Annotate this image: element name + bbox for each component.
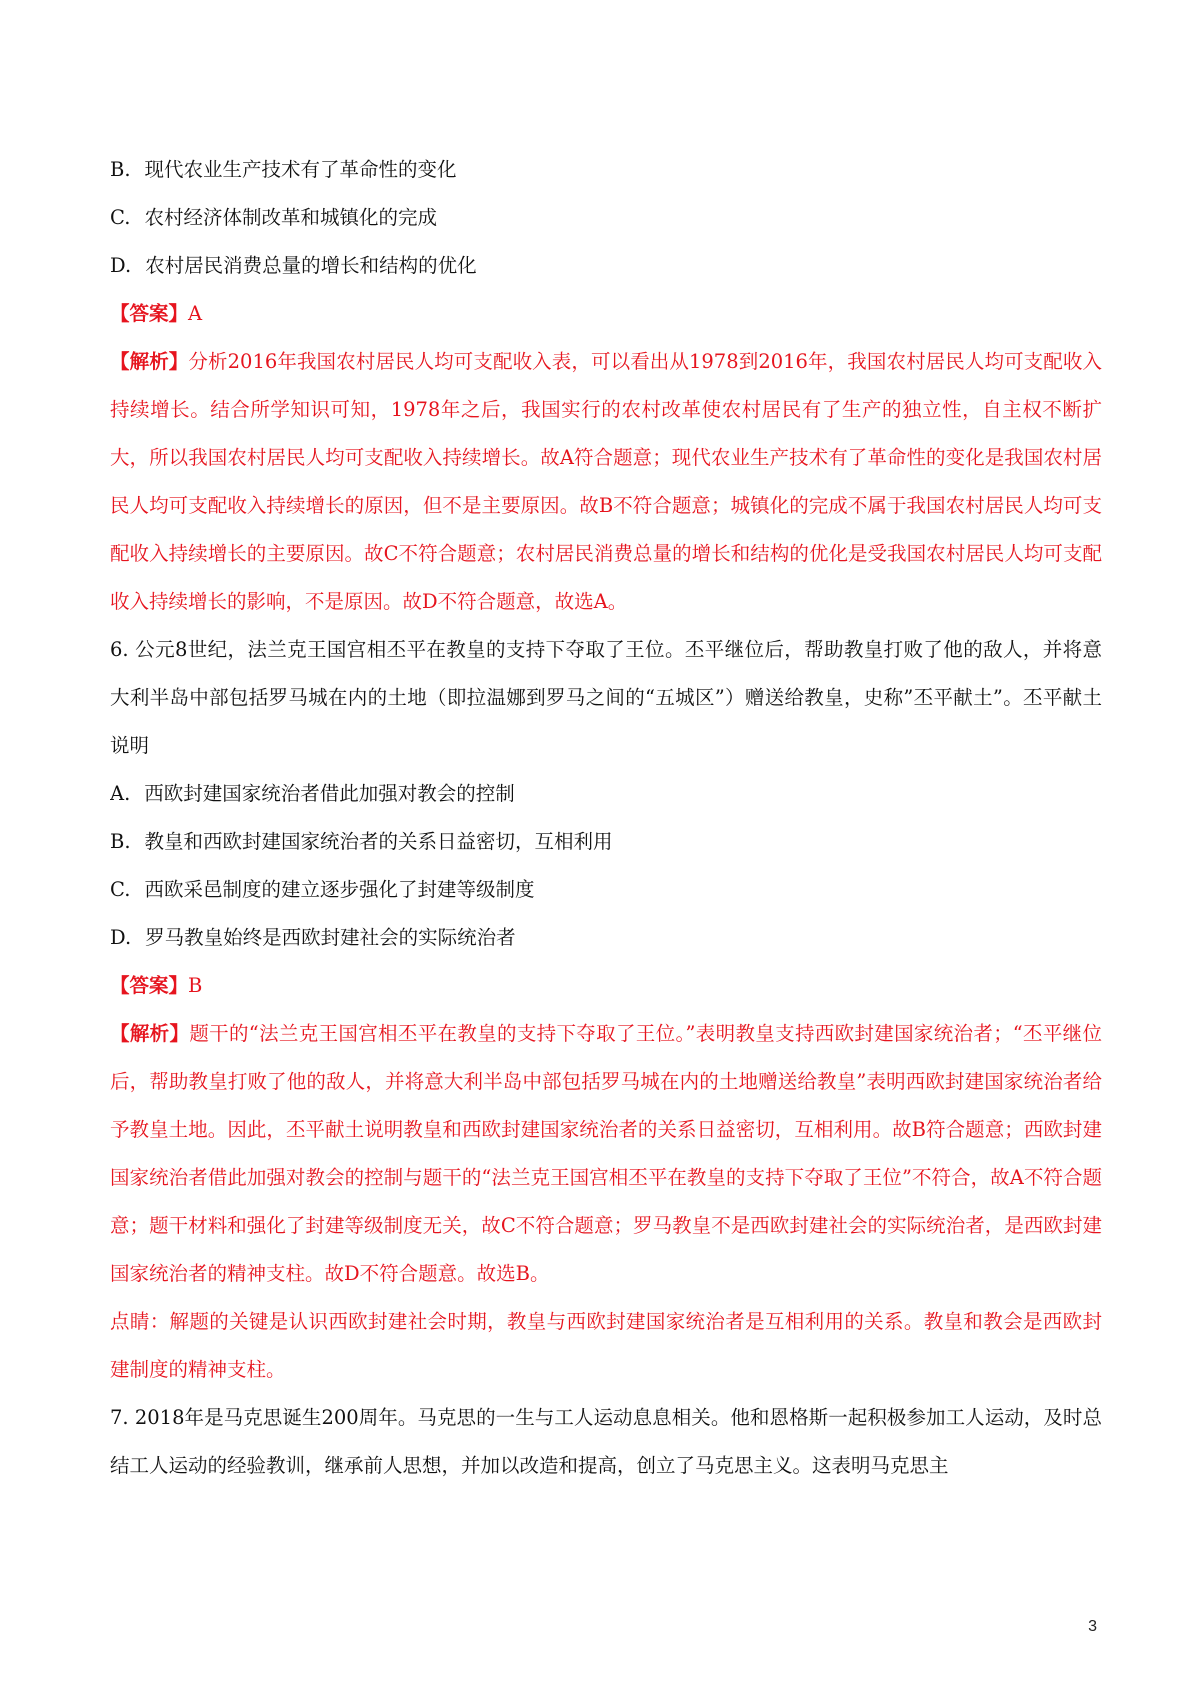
answer-value: B xyxy=(188,974,203,997)
answer-tag: 【答案】 xyxy=(110,302,189,325)
q6-stem: 6. 公元8世纪，法兰克王国宫相丕平在教皇的支持下夺取了王位。丕平继位后，帮助教皇打败了他的敌人，并将意大利半岛中部包括罗马城在内的土地（即拉温娜到罗马之间的“五城区”）赠送给教皇，史称”丕平献土”。丕平献土说明 xyxy=(110,638,1102,757)
q6-option-b xyxy=(110,818,1102,866)
option-letter: D. xyxy=(110,254,132,277)
option-letter: C. xyxy=(110,206,131,229)
option-letter: B. xyxy=(110,830,131,853)
q6-option-d xyxy=(110,914,1102,962)
q5-analysis xyxy=(110,338,1102,626)
q5-answer xyxy=(110,290,1102,338)
analysis-tag: 【解析】 xyxy=(110,350,189,373)
q6-answer xyxy=(110,962,1102,1010)
q5-option-d xyxy=(110,242,1102,290)
option-letter: C. xyxy=(110,878,131,901)
option-text: 西欧采邑制度的建立逐步强化了封建等级制度 xyxy=(144,878,535,901)
q7-stem: 7. 2018年是马克思诞生200周年。马克思的一生与工人运动息息相关。他和恩格斯一起积极参加工人运动，及时总结工人运动的经验教训，继承前人思想，并加以改造和提高，创立了马克思主义。这表明马克思主 xyxy=(110,1406,1102,1477)
option-letter: A. xyxy=(110,782,131,805)
q5-option-b xyxy=(110,146,1102,194)
option-text: 农村经济体制改革和城镇化的完成 xyxy=(144,206,437,229)
answer-tag: 【答案】 xyxy=(110,974,189,997)
option-letter: B. xyxy=(110,158,131,181)
q6-tip: 点睛：解题的关键是认识西欧封建社会时期，教皇与西欧封建国家统治者是互相利用的关系。教皇和教会是西欧封建制度的精神支柱。 xyxy=(110,1310,1102,1381)
page-content xyxy=(110,146,1102,1490)
option-text: 西欧封建国家统治者借此加强对教会的控制 xyxy=(144,782,515,805)
q6-option-a xyxy=(110,770,1102,818)
q6-analysis xyxy=(110,1010,1102,1298)
option-text: 现代农业生产技术有了革命性的变化 xyxy=(144,158,457,181)
option-text: 教皇和西欧封建国家统治者的关系日益密切，互相利用 xyxy=(144,830,613,853)
option-text: 罗马教皇始终是西欧封建社会的实际统治者 xyxy=(145,926,516,949)
option-text: 农村居民消费总量的增长和结构的优化 xyxy=(145,254,477,277)
page-number: 3 xyxy=(1088,1618,1097,1635)
analysis-text: 题干的“法兰克王国宫相丕平在教皇的支持下夺取了王位。”表明教皇支持西欧封建国家统治者；“丕平继位后，帮助教皇打败了他的敌人，并将意大利半岛中部包括罗马城在内的土地赠送给教皇”表明西欧封建国家统治者给予教皇土地。因此，丕平献土说明教皇和西欧封建国家统治者的关系日益密切，互相利用。故B符合题意；西欧封建国家统治者借此加强对教会的控制与题干的“法兰克王国宫相丕平在教皇的支持下夺取了王位”不符合，故A不符合题意；题干材料和强化了封建等级制度无关，故C不符合题意；罗马教皇不是西欧封建社会的实际统治者，是西欧封建国家统治者的精神支柱。故D不符合题意。故选B。 xyxy=(110,1022,1102,1285)
q5-option-c xyxy=(110,194,1102,242)
answer-value: A xyxy=(188,302,203,325)
option-letter: D. xyxy=(110,926,132,949)
analysis-tag: 【解析】 xyxy=(110,1022,190,1045)
q6-option-c xyxy=(110,866,1102,914)
analysis-text: 分析2016年我国农村居民人均可支配收入表，可以看出从1978到2016年，我国农村居民人均可支配收入持续增长。结合所学知识可知，1978年之后，我国实行的农村改革使农村居民有了生产的独立性，自主权不断扩大，所以我国农村居民人均可支配收入持续增长。故A符合题意；现代农业生产技术有了革命性的变化是我国农村居民人均可支配收入持续增长的原因，但不是主要原因。故B不符合题意；城镇化的完成不属于我国农村居民人均可支配收入持续增长的主要原因。故C不符合题意；农村居民消费总量的增长和结构的优化是受我国农村居民人均可支配收入持续增长的影响，不是原因。故D不符合题意，故选A。 xyxy=(110,350,1102,613)
